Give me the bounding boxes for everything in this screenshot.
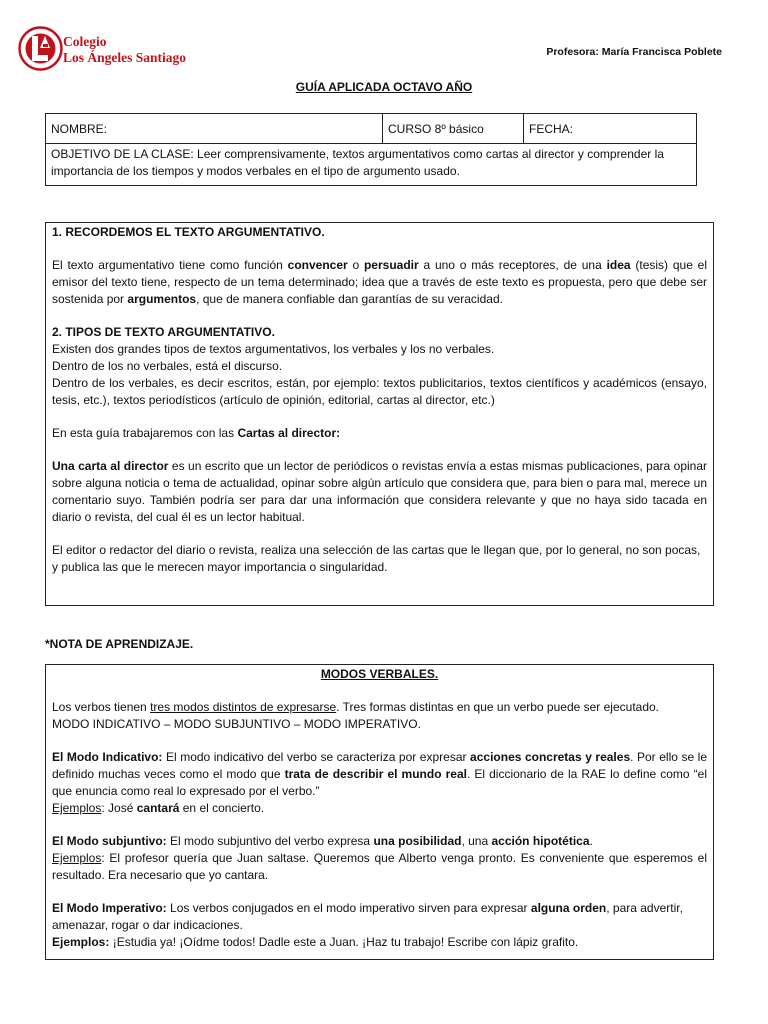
indicative-definition: El Modo Indicativo: El modo indicativo del verbo se caracteriza por expresar acciones concretas y reales. Por ello se le definido muchas veces como el modo que trata de describir el mundo real. El diccionario de la RAE lo define como “el que enuncia como real lo expresado por el verbo.”: [52, 750, 708, 798]
carta-definition: Una carta al director es un escrito que un lector de periódicos o revistas envía a estas mismas publicaciones, para opinar sobre alguna noticia o tema de actualidad, opinar sobre algún artículo que considera que, para bien o para mal, merece un comentario suyo. También podría ser para dar una información que considera relevante y que no haya sido tacada en diario o revista, del cual él es un lector habitual.: [52, 459, 707, 524]
modes-list: MODO INDICATIVO – MODO SUBJUNTIVO – MODO IMPERATIVO.: [52, 717, 421, 731]
indicative-examples: Ejemplos: José cantará en el concierto.: [52, 801, 265, 815]
verb-modes-heading: MODOS VERBALES.: [320, 667, 439, 681]
school-logo: [18, 26, 63, 71]
page-title: GUÍA APLICADA OCTAVO AÑO: [295, 80, 473, 94]
section2-line: Existen dos grandes tipos de textos argumentativos, los verbales y los no verbales.: [52, 342, 495, 356]
learning-note-heading: *NOTA DE APRENDIZAJE.: [45, 637, 194, 651]
verb-modes-box: [45, 664, 714, 960]
section1-paragraph: El texto argumentativo tiene como función convencer o persuadir a uno o más receptores, de una idea (tesis) que el emisor del texto tiene, respecto de un tema determinado; idea que a través de este texto es propuesta, pero que debe ser sostenida por argumentos, que de manera confiable dan garantías de su veracidad.: [52, 258, 708, 306]
info-table: [45, 113, 697, 186]
imperative-examples: Ejemplos: ¡Estudia ya! ¡Oídme todos! Dadle este a Juan. ¡Haz tu trabajo! Escribe con lápiz grafito.: [52, 935, 579, 949]
subjunctive-examples: Ejemplos: El profesor quería que Juan saltase. Queremos que Alberto venga pronto. Es conveniente que esperemos el resultado. Era necesario que yo cantara.: [52, 851, 707, 882]
argumentative-text-box: [45, 222, 714, 606]
objetivo-clase: OBJETIVO DE LA CLASE: Leer comprensivamente, textos argumentativos como cartas al director y comprender la importancia de los tiempos y modos verbales en el tipo de argumento usado.: [46, 144, 697, 186]
fecha-field[interactable]: FECHA:: [524, 114, 697, 144]
nombre-field[interactable]: NOMBRE:: [46, 114, 383, 144]
section2-line: Dentro de los no verbales, está el discurso.: [52, 359, 283, 373]
curso-field: CURSO 8º básico: [383, 114, 524, 144]
guide-intro: En esta guía trabajaremos con las Cartas al director:: [52, 426, 341, 440]
school-name: Colegio Los Ángeles Santiago: [63, 34, 187, 65]
imperative-definition: El Modo Imperativo: Los verbos conjugados en el modo imperativo sirven para expresar alguna orden, para advertir, amenazar, rogar o dar indicaciones.: [52, 901, 683, 932]
section2-heading: 2. TIPOS DE TEXTO ARGUMENTATIVO.: [52, 325, 275, 339]
modes-intro: Los verbos tienen tres modos distintos de expresarse. Tres formas distintas en que un verbo puede ser ejecutado.: [52, 700, 660, 714]
teacher-name: Profesora: María Francisca Poblete: [546, 46, 722, 58]
section2-line: Dentro de los verbales, es decir escritos, están, por ejemplo: textos publicitarios, textos científicos y académicos (ensayo, tesis, etc.), textos periodísticos (artículo de opinión, editorial, cartas al director, etc.): [52, 376, 707, 407]
editor-paragraph: El editor o redactor del diario o revista, realiza una selección de las cartas que le llegan que, por lo general, no son pocas, y publica las que le merecen mayor importancia o singularidad.: [52, 543, 701, 574]
section1-heading: 1. RECORDEMOS EL TEXTO ARGUMENTATIVO.: [52, 225, 325, 239]
subjunctive-definition: El Modo subjuntivo: El modo subjuntivo del verbo expresa una posibilidad, una acción hipotética.: [52, 834, 593, 848]
